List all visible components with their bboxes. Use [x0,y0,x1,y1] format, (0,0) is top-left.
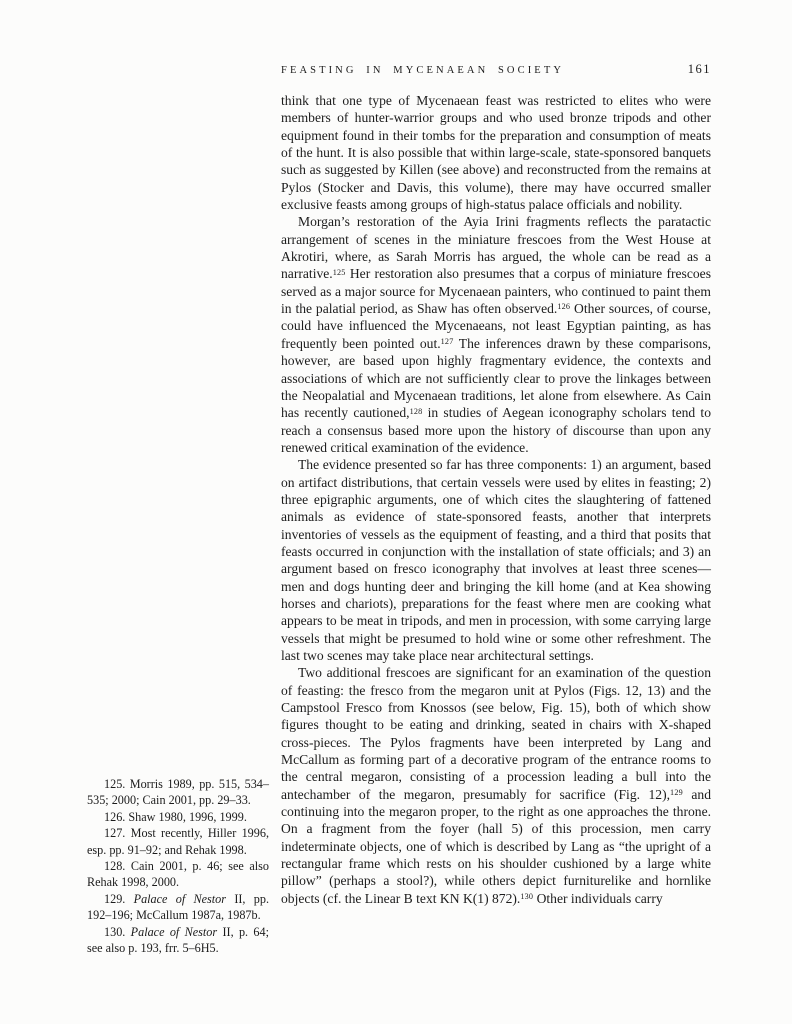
paragraph: Morgan’s restoration of the Ayia Irini fragments reflects the paratactic arrangement of scenes in the miniature frescoes from the West House at Akrotiri, where, as Sarah Morris has argued, the whole can be read as a narrative.$^{125}$ Her restoration also presumes that a corpus of miniature frescoes served as a major source for Mycenaean painters, who continued to paint them in the palatial period, as Shaw has often observed.$^{126}$ Other sources, of course, could have influenced the Mycenaeans, not least Egyptian painting, as has frequently been pointed out.$^{127}$ The inferences drawn by these comparisons, however, are based upon highly fragmentary evidence, the contexts and associations of which are not sufficiently clear to prove the linkages between the Neopalatial and Mycenaean traditions, let alone from elsewhere. As Cain has recently cautioned,$^{128}$ in studies of Aegean iconography scholars tend to reach a consensus based more upon the history of discourse than upon any renewed critical examination of the evidence. [281,214,712,455]
page-header [281,62,711,77]
running-head: FEASTING IN MYCENAEAN SOCIETY [281,65,565,76]
footnote: 129. Palace of Nestor II, pp. 192–196; McCallum 1987a, 1987b. [87,891,270,923]
footnote-ref: 129 [670,788,683,798]
paragraph: Two additional frescoes are significant for an examination of the question of feasting: the fresco from the megaron unit at Pylos (Figs. 12, 13) and the Campstool Fresco from Knossos (see below, Fig. 15), both of which show figures thought to be eating and drinking, seated in chairs with X-shaped cross-pieces. The Pylos fragments have been interpreted by Lang and McCallum as forming part of a decorative program of the entrance rooms to the central megaron, consisting of a procession leading a bull into the antechamber of the megaron, presumably for sacrifice (Fig. 12),$^{129}$ and continuing into the megaron proper, to the right as one approaches the throne. On a fragment from the foyer (hall 5) of this procession, men carry indeterminate objects, one of which is described by Lang as “the upright of a rectangular frame which rests on his shoulder cushioned by a large white pillow” (perhaps a stool?), while others depict furniturelike and hornlike objects (cf. the Linear B text KN K(1) 872).$^{130}$ Other individuals carry [281,665,711,906]
footnote-ref: 126 [557,302,571,312]
main-text-column [281,92,711,907]
italic-title: Palace of Nestor [130,924,218,939]
footnote: 130. Palace of Nestor II, p. 64; see also p. 193, frr. 5–6H5. [87,924,269,956]
footnote: 128. Cain 2001, p. 46; see also Rehak 1998, 2000. [87,859,269,890]
paragraph: The evidence presented so far has three components: 1) an argument, based on artifact distributions, that certain vessels were used by elites in feasting; 2) three epigraphic arguments, one of which cites the slaughtering of fattened animals as evidence of state-sponsored feasts, another that interprets inventories of vessels as the equipment of feasting, and a third that posits that feasts occurred in conjunction with the installation of state officials; and 3) an argument based on fresco iconography that involves at least three scenes—men and dogs hunting deer and bringing the kill home (and at Kea showing horses and chariots), preparations for the feast where men are cooking what appears to be meat in tripods, and men in procession, with some carrying large vessels that might be presumed to hold wine or some other refreshment. The last two scenes may take place near architectural settings. [281,457,711,663]
footnote-ref: 127 [440,337,454,347]
italic-title: Palace of Nestor [133,891,227,906]
footnote-ref: 125 [332,267,346,277]
footnote: 126. Shaw 1980, 1996, 1999. [104,809,247,824]
page-number: 161 [687,62,711,76]
footnote-column [87,776,269,956]
footnote-ref: 130 [520,892,534,902]
paragraph: think that one type of Mycenaean feast was restricted to elites who were members of hunter-warrior groups and who used bronze tripods and other equipment found in their tombs for the preparation and consumption of meats of the hunt. It is also possible that within large-scale, state-sponsored banquets such as suggested by Killen (see above) and reconstructed from the remains at Pylos (Stocker and Davis, this volume), there may have occurred smaller exclusive feasts among groups of high-status palace officials and nobility. [281,93,711,213]
footnote: 127. Most recently, Hiller 1996, esp. pp. 91–92; and Rehak 1998. [87,826,269,857]
footnote: 125. Morris 1989, pp. 515, 534–535; 2000; Cain 2001, pp. 29–33. [87,777,269,808]
footnote-ref: 128 [409,406,423,416]
